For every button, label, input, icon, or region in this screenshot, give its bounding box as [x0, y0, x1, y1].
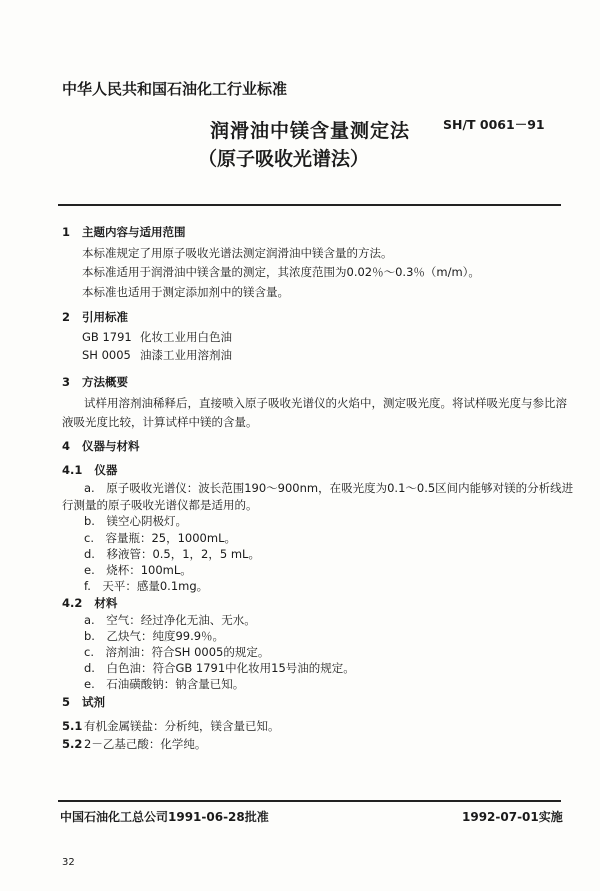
list-item: a. 空气：经过净化无油、无水。: [84, 613, 256, 627]
list-item: 5.1 有机金属镁盐：分析纯，镁含量已知。: [62, 719, 280, 733]
subsection-heading: 4.1 仪器: [62, 463, 118, 477]
list-item: e. 石油磺酸钠：钠含量已知。: [84, 677, 245, 691]
standard-code: SH/T 0061－91: [443, 117, 545, 132]
reference-item: GB 1791 化妆工业用白色油: [82, 330, 232, 344]
list-item: d. 白色油：符合GB 1791中化妆用15号油的规定。: [84, 661, 355, 675]
section-heading: 1 主题内容与适用范围: [62, 225, 186, 239]
paragraph-line: 本标准也适用于测定添加剂中的镁含量。: [82, 285, 289, 299]
paragraph-line: 试样用溶剂油稀释后，直接喷入原子吸收光谱仪的火焰中，测定吸光度。将试样吸光度与参比溶: [84, 396, 567, 410]
header-rule: [58, 204, 561, 206]
subsection-heading: 4.2 材料: [62, 596, 118, 610]
footer-rule: [58, 800, 561, 802]
list-item: 5.2 2－乙基己酸：化学纯。: [62, 737, 207, 751]
paragraph-line: 本标准规定了用原子吸收光谱法测定润滑油中镁含量的方法。: [82, 246, 393, 260]
list-item: e. 烧杯：100mL。: [84, 563, 192, 577]
list-item: f. 天平：感量0.1mg。: [84, 579, 209, 593]
paragraph-line: 本标准适用于润滑油中镁含量的测定，其浓度范围为0.02％～0.3％（m/m）。: [82, 265, 480, 279]
effective-date: 1992-07-01实施: [462, 810, 563, 824]
document-subtitle: （原子吸收光谱法）: [198, 148, 370, 170]
section-heading: 4 仪器与材料: [62, 439, 140, 453]
section-heading: 3 方法概要: [62, 375, 129, 389]
approval-date: 中国石油化工总公司1991-06-28批准: [60, 810, 269, 824]
list-item: d. 移液管：0.5，1，2，5 mL。: [84, 547, 260, 561]
page-number: 32: [62, 857, 75, 868]
section-heading: 2 引用标准: [62, 310, 129, 324]
list-item: c. 容量瓶：25，1000mL。: [84, 531, 236, 545]
paragraph-line: 液吸光度比较，计算试样中镁的含量。: [62, 415, 258, 429]
document-title: 润滑油中镁含量测定法: [210, 120, 411, 142]
list-item: b. 镁空心阴极灯。: [84, 514, 187, 528]
list-item: a. 原子吸收光谱仪：波长范围190～900nm，在吸光度为0.1～0.5区间内能够对镁的分析线进: [84, 481, 574, 495]
issuing-authority: 中华人民共和国石油化工行业标准: [62, 80, 288, 98]
reference-item: SH 0005 油漆工业用溶剂油: [82, 348, 232, 362]
list-item: c. 溶剂油：符合SH 0005的规定。: [84, 645, 270, 659]
list-item: b. 乙炔气：纯度99.9％。: [84, 629, 225, 643]
list-item-continuation: 行测量的原子吸收光谱仪都是适用的。: [62, 498, 258, 512]
section-heading: 5 试剂: [62, 695, 106, 709]
